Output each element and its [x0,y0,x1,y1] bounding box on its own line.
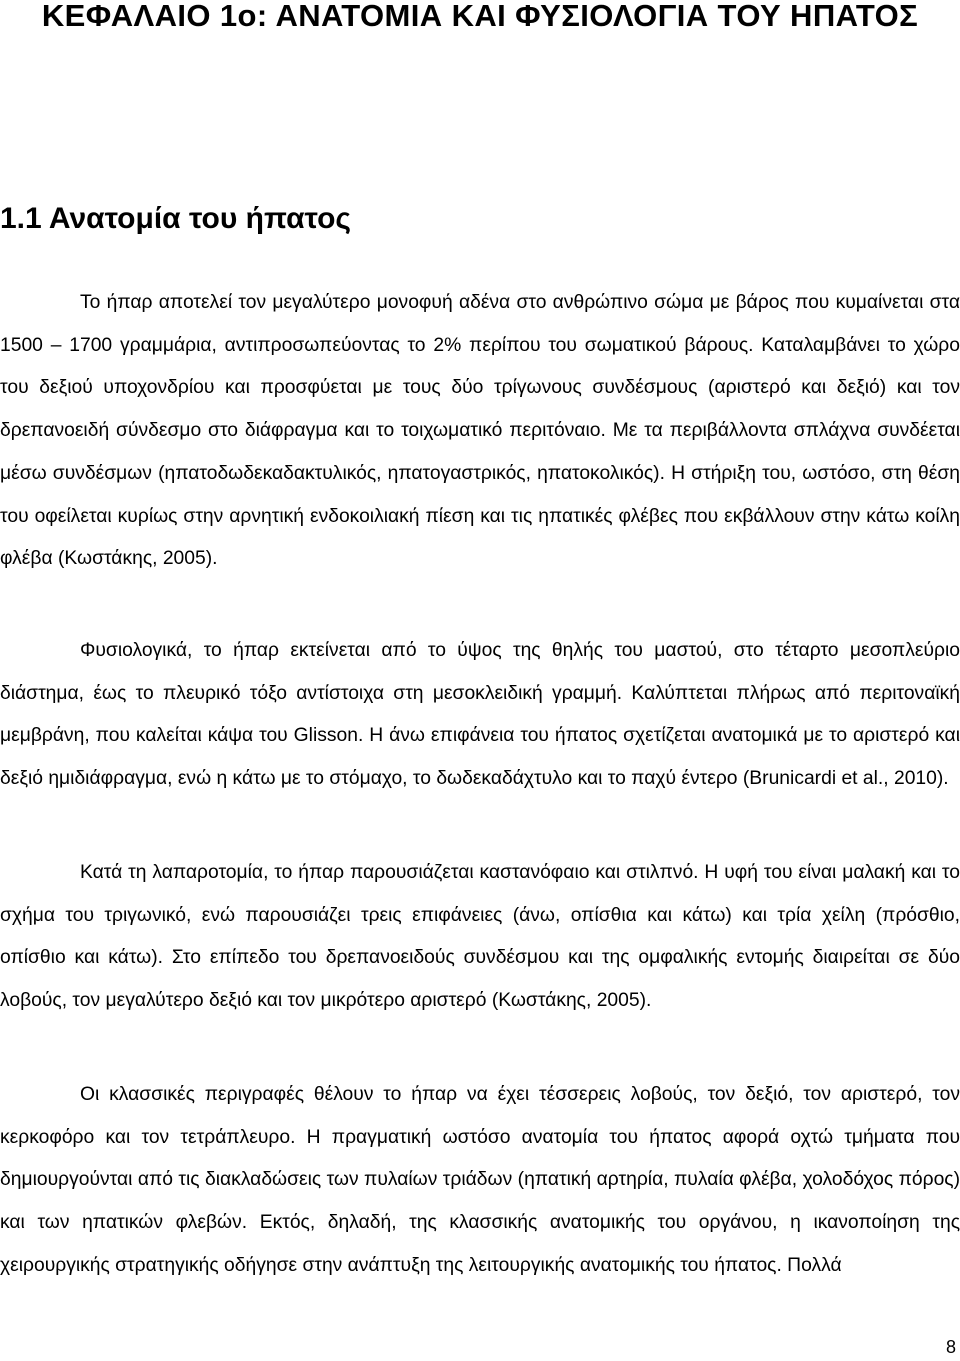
page-number: 8 [945,1337,956,1357]
body-paragraph: Οι κλασσικές περιγραφές θέλουν το ήπαρ να έχει τέσσερεις λοβούς, τον δεξιό, τον αριστερό, τον κερκοφόρο και τον τετράπλευρο. Η πραγματική ωστόσο ανατομία του ήπατος αφορά οχτώ τμήματα που δημιουργούνται από τις διακλαδώσεις των πυλαίων τριάδων (ηπατική αρτηρία, πυλαία φλέβα, χολοδόχος πόρος) και των ηπατικών φλεβών. Εκτός, δηλαδή, της κλασσικής ανατομικής του οργάνου, η ικανοποίηση της χειρουργικής στρατηγικής οδήγησε στην ανάπτυξη της λειτουργικής ανατομικής του ήπατος. Πολλά [0,1084,960,1276]
body-paragraph: Κατά τη λαπαροτομία, το ήπαρ παρουσιάζεται καστανόφαιο και στιλπνό. Η υφή του είναι μαλακή και το σχήμα του τριγωνικό, ενώ παρουσιάζει τρεις επιφάνειες (άνω, οπίσθια και κάτω) και τρία χείλη (πρόσθιο, οπίσθιο και κάτω). Στο επίπεδο του δρεπανοειδούς συνδέσμου και της ομφαλικής εντομής διαιρείται σε δύο λοβούς, τον μεγαλύτερο δεξιό και τον μικρότερο αριστερό (Κωστάκης, 2005). [0,862,960,1012]
body-paragraph: Το ήπαρ αποτελεί τον μεγαλύτερο μονοφυή αδένα στο ανθρώπινο σώμα με βάρος που κυμαίνεται στα 1500 – 1700 γραμμάρια, αντιπροσωπεύοντας το 2% περίπου του σωματικού βάρους. Καταλαμβάνει το χώρο του δεξιού υποχονδρίου και προσφύεται με τους δύο τρίγωνους συνδέσμους (αριστερό και δεξιό) και τον δρεπανοειδή σύνδεσμο στο διάφραγμα και το τοιχωματικό περιτόναιο. Με τα περιβάλλοντα σπλάχνα συνδέεται μέσω συνδέσμων (ηπατοδωδεκαδακτυλικός, ηπατογαστρικός, ηπατοκολικός). Η στήριξη του, ωστόσο, στη θέση του οφείλεται κυρίως στην αρνητική ενδοκοιλιακή πίεση και τις ηπατικές φλέβες που εκβάλλουν στην κάτω κοίλη φλέβα (Κωστάκης, 2005). [0,292,960,570]
chapter-title: ΚΕΦΑΛΑΙΟ 1ο: ΑΝΑΤΟΜΙΑ ΚΑΙ ΦΥΣΙΟΛΟΓΙΑ ΤΟΥ ΗΠΑΤΟΣ [41,0,919,33]
section-title: 1.1 Ανατομία του ήπατος [0,202,352,235]
body-paragraph: Φυσιολογικά, το ήπαρ εκτείνεται από το ύψος της θηλής του μαστού, στο τέταρτο μεσοπλεύριο διάστημα, έως το πλευρικό τόξο αντίστοιχα στη μεσοκλειδική γραμμή. Καλύπτεται πλήρως από περιτοναϊκή μεμβράνη, που καλείται κάψα του Glisson. Η άνω επιφάνεια του ήπατος σχετίζεται ανατομικά με το αριστερό και δεξιό ημιδιάφραγμα, ενώ η κάτω με το στόμαχο, το δωδεκαδάχτυλο και το παχύ έντερο (Brunicardi et al., 2010). [0,640,960,790]
